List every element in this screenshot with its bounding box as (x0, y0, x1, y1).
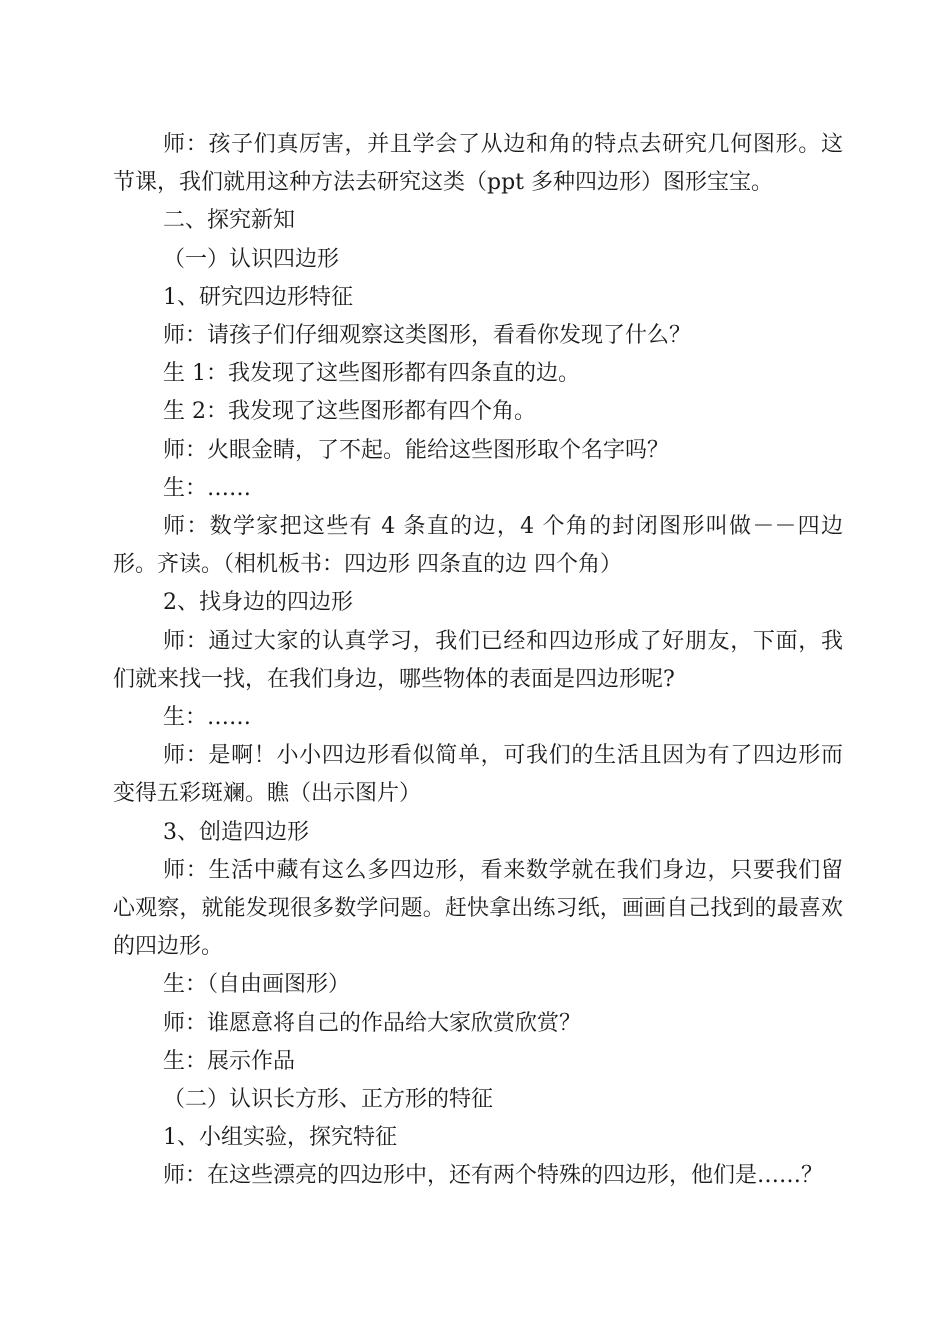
document-page (113, 126, 843, 1196)
dialogue-line: 师：通过大家的认真学习，我们已经和四边形成了好朋友，下面，我们就来找一找，在我们身边，哪些物体的表面是四边形呢? (113, 628, 843, 692)
dialogue-line: 师：谁愿意将自己的作品给大家欣赏欣赏？ (163, 1010, 582, 1036)
dialogue-line: 生：（自由画图形） (163, 972, 351, 998)
dialogue-line: 生：…… (163, 705, 252, 731)
step-heading-features: 1、研究四边形特征 (163, 284, 353, 310)
subsection-heading-quadrilateral: （一）认识四边形 (163, 246, 340, 272)
paragraph-intro: 师：孩子们真厉害，并且学会了从边和角的特点去研究几何图形。这节课，我们就用这种方法去研究这类（ppt 多种四边形）图形宝宝。 (113, 132, 843, 196)
dialogue-line: 生：展示作品 (163, 1048, 296, 1074)
dialogue-line: 师：火眼金睛，了不起。能给这些图形取个名字吗？ (163, 437, 670, 463)
step-heading-find: 2、找身边的四边形 (163, 590, 353, 616)
section-heading-explore: 二、探究新知 (163, 208, 296, 234)
dialogue-line: 师：在这些漂亮的四边形中，还有两个特殊的四边形，他们是……？ (163, 1163, 824, 1189)
step-heading-experiment: 1、小组实验，探究特征 (163, 1125, 397, 1151)
dialogue-line: 生 1：我发现了这些图形都有四条直的边。 (163, 361, 580, 387)
dialogue-line: 生：…… (163, 475, 252, 501)
dialogue-line: 师：请孩子们仔细观察这类图形，看看你发现了什么？ (163, 323, 692, 349)
dialogue-line: 师：数学家把这些有 4 条直的边，4 个角的封闭图形叫做－－四边形。齐读。（相机板书：四边形 四条直的边 四个角） (113, 514, 843, 578)
dialogue-line: 生 2：我发现了这些图形都有四个角。 (163, 399, 536, 425)
dialogue-line: 师：生活中藏有这么多四边形，看来数学就在我们身边，只要我们留心观察，就能发现很多数学问题。赶快拿出练习纸，画画自己找到的最喜欢的四边形。 (113, 857, 843, 960)
dialogue-line: 师：是啊！小小四边形看似简单，可我们的生活且因为有了四边形而变得五彩斑斓。瞧（出示图片） (113, 743, 843, 807)
subsection-heading-rectangle: （二）认识长方形、正方形的特征 (163, 1087, 494, 1113)
step-heading-create: 3、创造四边形 (163, 819, 309, 845)
